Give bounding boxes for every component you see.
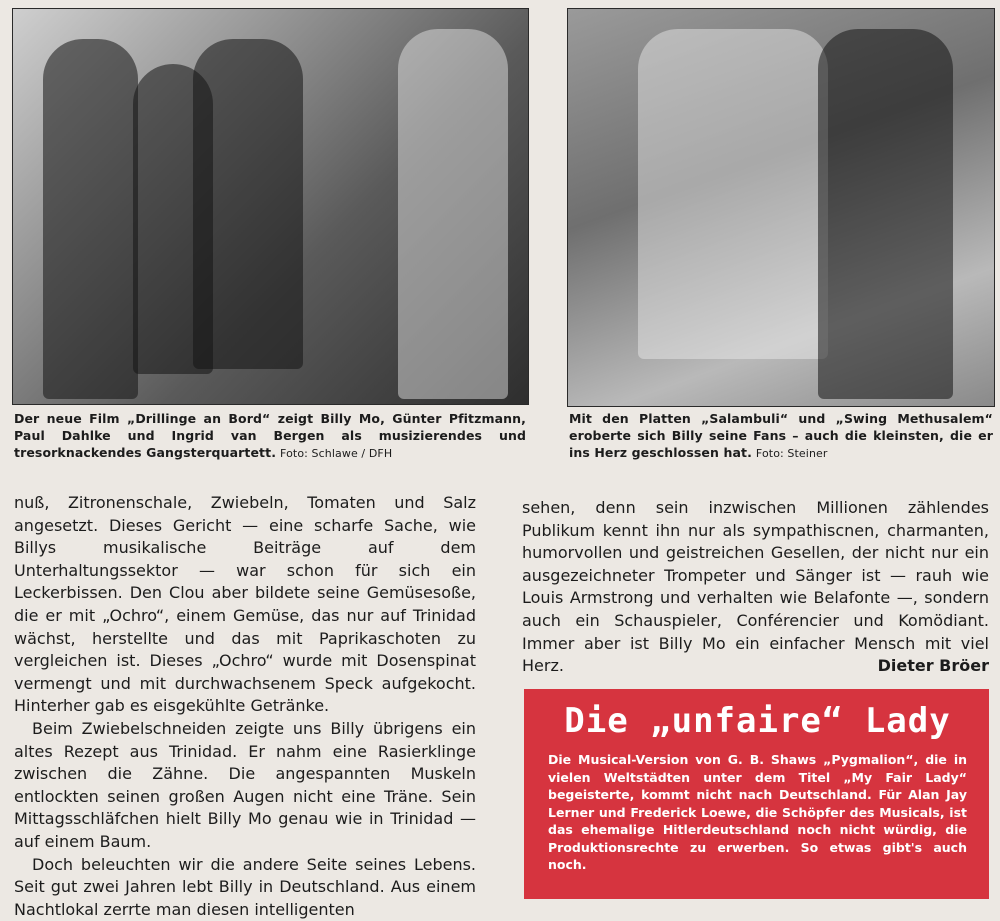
photo-credit: Foto: Schlawe / DFH (280, 447, 392, 460)
photo-caption-left (14, 410, 526, 462)
photo-caption-right (569, 410, 993, 462)
article-paragraph: Beim Zwiebelschneiden zeigte uns Billy übrigens ein altes Rezept aus Trinidad. Er nahm eine Rasierklinge zwischen die Zähne. Die angespannten Muskeln entlockten seinen großen Augen nicht eine Träne. Sein Mittagsschläfchen hielt Billy Mo genau wie in Trinidad — auf einem Baum. (14, 718, 476, 854)
article-column-left (14, 492, 476, 921)
film-still-photo (12, 8, 529, 405)
box-text: Die Musical-Version von G. B. Shaws „Pygmalion“, die in vielen Weltstädten unter dem Titel „My Fair Lady“ begeisterte, kommt nicht nach Deutschland. Für Alan Jay Lerner und Frederick Loewe, die Schöpfer des Musicals, ist das ehemalige Hitlerdeutschland noch nicht würdig, die Produktionsrechte zu erwerben. So etwas gibt's auch noch. (548, 751, 967, 874)
author-name: Dieter Bröer (522, 655, 989, 678)
photo-credit: Foto: Steiner (756, 447, 828, 460)
article-paragraph: nuß, Zitronenschale, Zwiebeln, Tomaten und Salz angesetzt. Dieses Gericht — eine scharfe Sache, wie Billys musikalische Beiträge auf dem Unterhaltungssektor — war schon für sich ein Leckerbissen. Den Clou aber bildete seine Gemüsesoße, die er mit „Ochro“, einem Gemüse, das nur auf Trinidad wächst, herstellte und das mit Paprikaschoten zu vergleichen ist. Dieses „Ochro“ wurde mit Dosenspinat vermengt und mit durchwachsenem Speck aufgekocht. Hinterher gab es eisgekühlte Getränke. (14, 492, 476, 718)
caption-text: Mit den Platten „Salambuli“ und „Swing Methusalem“ eroberte sich Billy seine Fans – auch die kleinsten, die er ins Herz geschlossen hat. (569, 411, 993, 460)
caption-text: Der neue Film „Drillinge an Bord“ zeigt Billy Mo, Günter Pfitzmann, Paul Dahlke und Ingrid van Bergen als musizierendes und tresorknackendes Gangsterquartett. (14, 411, 526, 460)
sidebar-box (524, 689, 989, 899)
billy-mo-with-child-photo (567, 8, 995, 407)
article-paragraph: Doch beleuchten wir die andere Seite seines Lebens. Seit gut zwei Jahren lebt Billy in Deutschland. Aus einem Nachtlokal zerrte man diesen intelligenten (14, 854, 476, 921)
article-paragraph: sehen, denn sein inzwischen Millionen zählendes Publikum kennt ihn nur als sympathiscnen, charmanten, humorvollen und geistreichen Gesellen, der nicht nur ein ausgezeichneter Trompeter und Sänger ist — rauh wie Louis Armstrong und verhalten wie Belafonte —, sondern auch ein Schauspieler, Conférencier und Komödiant. Immer aber ist Billy Mo ein einfacher Mensch mit viel Herz. (522, 497, 989, 678)
box-title: Die „unfaire“ Lady (548, 699, 967, 743)
article-column-right (522, 497, 989, 678)
